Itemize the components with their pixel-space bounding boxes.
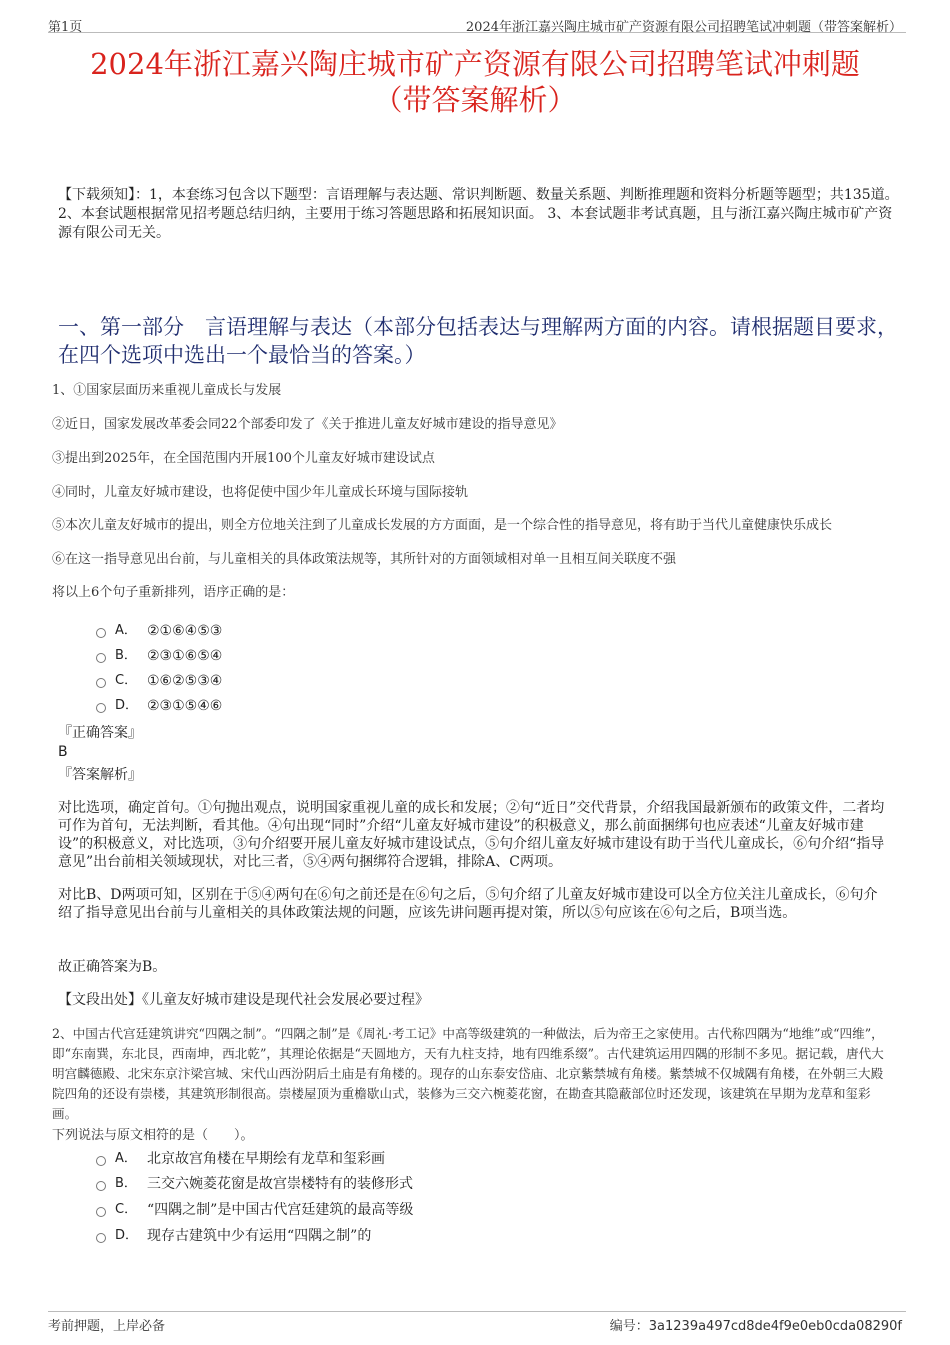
answer-value: B bbox=[58, 744, 68, 760]
q1-line: ⑤本次儿童友好城市的提出，则全方位地关注到了儿童成长发展的方方面面，是一个综合性的指导意见，将有助于当代儿童健康快乐成长 bbox=[52, 518, 833, 533]
q2-stem: 2、中国古代宫廷建筑讲究“四隅之制”。“四隅之制”是《周礼·考工记》中高等级建筑的一种做法，后为帝王之家使用。古代称四隅为“地维”或“四维”，即“东南巽，东北艮，西南坤，西北乾”，其理论依据是“天圆地方，天有九柱支持，地有四维系缀”。古代建筑运用四隅的形制不多见。据记载，唐代大明宫麟德殿、北宋东京汴梁宫城、宋代山西汾阴后土庙是有角楼的。现存的山东泰安岱庙、北京紫禁城有角楼。紫禁城不仅城隅有角楼，在外朝三大殿院四角的还设有崇楼，其建筑形制很高。崇楼屋顶为重檐歇山式，装修为三交六椀菱花窗，在勘查其隐蔽部位时还发现，该建筑在早期为龙草和玺彩画。 bbox=[52, 1026, 884, 1121]
q2-option-d[interactable]: D． 现存古建筑中少有运用“四隅之制”的 bbox=[96, 1227, 371, 1245]
analysis-paragraph: 对比B、D两项可知，区别在于⑤④两句在⑥句之前还是在⑥句之后，⑤句介绍了儿童友好城市建设可以全方位关注儿童成长，⑥句介绍了指导意见出台前与儿童相关的具体政策法规的问题，应该先讲问题再提对策，所以⑤句应该在⑥句之后，B项当选。 bbox=[58, 887, 878, 921]
page-footer bbox=[48, 1311, 906, 1332]
analysis-paragraph: 故正确答案为B。 bbox=[58, 959, 167, 975]
radio-icon[interactable] bbox=[96, 678, 106, 688]
header-doc-title: 2024年浙江嘉兴陶庄城市矿产资源有限公司招聘笔试冲刺题（带答案解析） bbox=[465, 20, 902, 35]
section-title: 一、第一部分 言语理解与表达（本部分包括表达与理解两方面的内容。请根据题目要求，在四个选项中选出一个最恰当的答案。） bbox=[58, 315, 898, 367]
q1-line: ⑥在这一指导意见出台前，与儿童相关的具体政策法规等，其所针对的方面领域相对单一且相互间关联度不强 bbox=[52, 552, 677, 567]
q1-line: ④同时，儿童友好城市建设，也将促使中国少年儿童成长环境与国际接轨 bbox=[52, 485, 469, 500]
page-header bbox=[48, 14, 906, 33]
q2-option-a[interactable]: A． 北京故宫角楼在早期绘有龙草和玺彩画 bbox=[96, 1150, 385, 1168]
q2-option-b[interactable]: B． 三交六婉菱花窗是故宫崇楼特有的装修形式 bbox=[96, 1175, 413, 1193]
page-number: 第1页 bbox=[48, 20, 83, 35]
q1-line: 1、①国家层面历来重视儿童成长与发展 bbox=[52, 383, 282, 398]
q1-option-a[interactable]: A． ②①⑥④⑤③ bbox=[96, 622, 222, 640]
q1-line: 将以上6个句子重新排列，语序正确的是： bbox=[52, 585, 295, 600]
q1-option-b[interactable]: B． ②③①⑥⑤④ bbox=[96, 647, 222, 665]
radio-icon[interactable] bbox=[96, 1181, 106, 1191]
radio-icon[interactable] bbox=[96, 653, 106, 663]
radio-icon[interactable] bbox=[96, 1207, 106, 1217]
q2-option-c[interactable]: C． “四隅之制”是中国古代宫廷建筑的最高等级 bbox=[96, 1201, 413, 1219]
download-notice: 【下载须知】：1，本套练习包含以下题型：言语理解与表达题、常识判断题、数量关系题、判断推理题和资料分析题等题型；共135道。 2、本套试题根据常见招考题总结归纳，主要用于练习答题思路和拓展知识面。 3、本套试题非考试真题，且与浙江嘉兴陶庄城市矿产资源有限公司无关。 bbox=[58, 187, 899, 241]
source-citation: 【文段出处】《儿童友好城市建设是现代社会发展必要过程》 bbox=[58, 992, 429, 1008]
answer-label: 『正确答案』 bbox=[58, 725, 142, 741]
analysis-label: 『答案解析』 bbox=[58, 767, 142, 783]
q2-question: 下列说法与原文相符的是（ ）。 bbox=[52, 1128, 254, 1143]
q1-option-d[interactable]: D． ②③①⑤④⑥ bbox=[96, 697, 222, 715]
analysis-paragraph: 对比选项，确定首句。①句抛出观点，说明国家重视儿童的成长和发展；②句“近日”交代背景，介绍我国最新颁布的政策文件，二者均可作为首句，无法判断，看其他。④句出现“同时”介绍“儿童友好城市建设”的积极意义，那么前面捆绑句也应表述“儿童友好城市建设”的积极意义，对比选项，③句介绍要开展儿童友好城市建设试点，⑤句介绍儿童友好城市建设有助于当代儿童成长，⑥句介绍“指导意见”出台前相关领域现状，对比三者，⑤④两句捆绑符合逻辑，排除A、C两项。 bbox=[58, 800, 885, 870]
q1-line: ③提出到2025年，在全国范围内开展100个儿童友好城市建设试点 bbox=[52, 451, 435, 466]
footer-slogan: 考前押题，上岸必备 bbox=[48, 1319, 166, 1334]
radio-icon[interactable] bbox=[96, 1156, 106, 1166]
radio-icon[interactable] bbox=[96, 1233, 106, 1243]
footer-code: 编号：3a1239a497cd8de4f9e0eb0cda08290f bbox=[609, 1319, 902, 1334]
document-title-line1: 2024年浙江嘉兴陶庄城市矿产资源有限公司招聘笔试冲刺题 bbox=[90, 47, 860, 81]
q1-line: ②近日，国家发展改革委会同22个部委印发了《关于推进儿童友好城市建设的指导意见》 bbox=[52, 417, 563, 432]
document-title-line2: （带答案解析） bbox=[373, 83, 577, 117]
q1-option-c[interactable]: C． ①⑥②⑤③④ bbox=[96, 672, 222, 690]
radio-icon[interactable] bbox=[96, 628, 106, 638]
radio-icon[interactable] bbox=[96, 703, 106, 713]
